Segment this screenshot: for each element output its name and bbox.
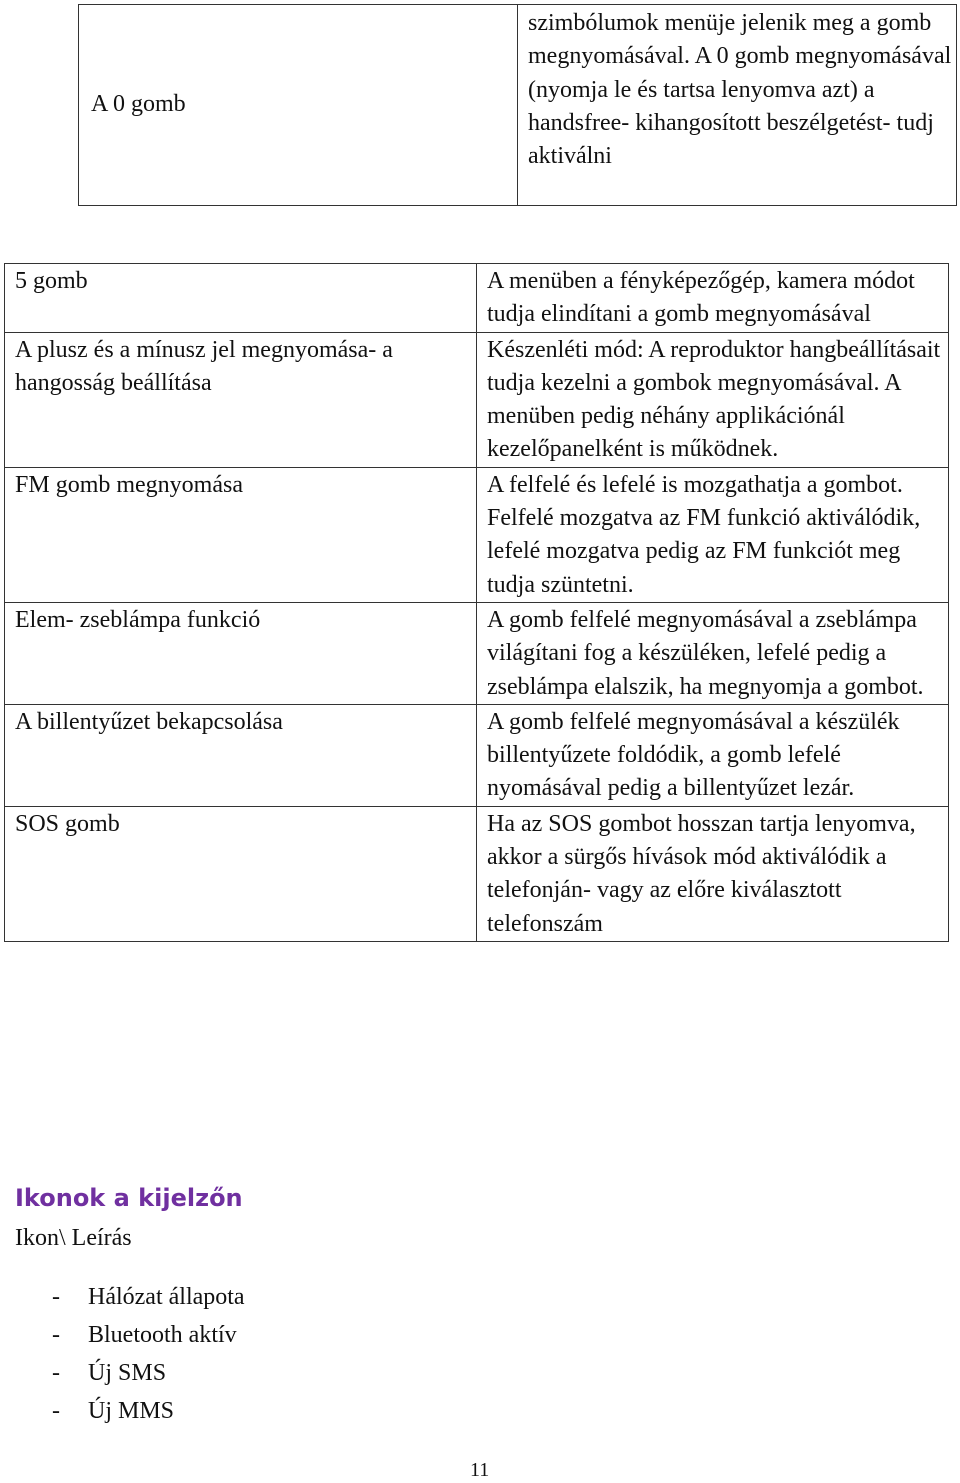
- list-item: [52, 1392, 245, 1430]
- bullet-dash: -: [52, 1284, 60, 1310]
- key-description-cell: szimbólumok menüje jelenik meg a gomb megnyomásával. A 0 gomb megnyomásával (nyomja le és tartsa lenyomva azt) a handsfree- kihangosított beszélgetést- tudj aktiválni: [518, 5, 957, 206]
- key-description-cell: A gomb felfelé megnyomásával a készülék billentyűzete foldódik, a gomb lefelé nyomásával pedig a billentyűzet lezár.: [477, 704, 949, 806]
- key-label-cell: 5 gomb: [5, 264, 477, 333]
- list-item-text: Új MMS: [88, 1398, 175, 1424]
- key-description-cell: Készenléti mód: A reproduktor hangbeállításait tudja kezelni a gombok megnyomásával. A menüben pedig néhány applikációnál kezelőpanelként is működnek.: [477, 332, 949, 467]
- list-item: [52, 1278, 245, 1316]
- table-row: [5, 704, 949, 806]
- bullet-dash: -: [52, 1322, 60, 1348]
- key-description-cell: Ha az SOS gombot hosszan tartja lenyomva, akkor a sürgős hívások mód aktiválódik a telefonján- vagy az előre kiválasztott telefonszám: [477, 806, 949, 941]
- list-item-text: Hálózat állapota: [88, 1284, 245, 1310]
- key-description-cell: A menüben a fényképezőgép, kamera módot tudja elindítani a gomb megnyomásával: [477, 264, 949, 333]
- list-item-text: Új SMS: [88, 1360, 167, 1386]
- bullet-dash: -: [52, 1398, 60, 1424]
- key-label-cell: Elem- zseblámpa funkció: [5, 602, 477, 704]
- table-row: [79, 5, 957, 206]
- table-row: [5, 264, 949, 333]
- table-row: [5, 806, 949, 941]
- table-row: [5, 467, 949, 602]
- table-row: [5, 332, 949, 467]
- key-label-cell: A 0 gomb: [79, 5, 518, 206]
- list-item: [52, 1316, 245, 1354]
- icon-list: [52, 1278, 245, 1430]
- section-heading: Ikonok a kijelzőn: [15, 1184, 243, 1212]
- key-label-cell: FM gomb megnyomása: [5, 467, 477, 602]
- bullet-dash: -: [52, 1360, 60, 1386]
- key-description-cell: A gomb felfelé megnyomásával a zseblámpa világítani fog a készüléken, lefelé pedig a zseblámpa elalszik, ha megnyomja a gombot.: [477, 602, 949, 704]
- key-function-table: [4, 263, 949, 942]
- page-number: 11: [470, 1459, 490, 1481]
- list-item-text: Bluetooth aktív: [88, 1322, 237, 1348]
- table-row: [5, 602, 949, 704]
- section-subheading: Ikon\ Leírás: [15, 1225, 132, 1251]
- key-label-cell: A billentyűzet bekapcsolása: [5, 704, 477, 806]
- key-description-cell: A felfelé és lefelé is mozgathatja a gombot. Felfelé mozgatva az FM funkció aktiválódik, lefelé mozgatva pedig az FM funkciót meg tudja szüntetni.: [477, 467, 949, 602]
- list-item: [52, 1354, 245, 1392]
- key-label-cell: SOS gomb: [5, 806, 477, 941]
- key-function-table-top: [78, 4, 957, 206]
- key-label-cell: A plusz és a mínusz jel megnyomása- a hangosság beállítása: [5, 332, 477, 467]
